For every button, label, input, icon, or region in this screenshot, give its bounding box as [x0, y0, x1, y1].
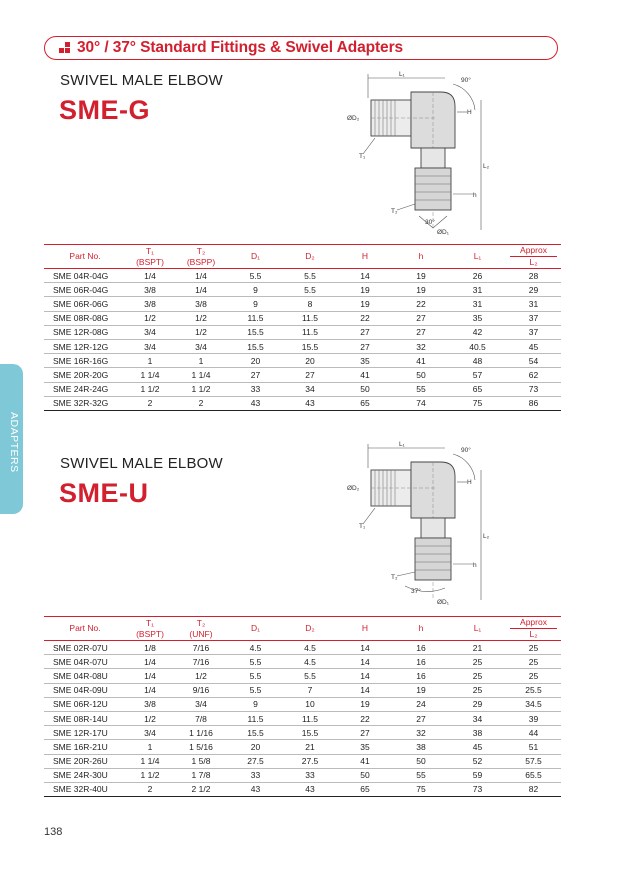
table-cell: 15.5	[228, 339, 283, 353]
table-cell: 19	[393, 269, 449, 283]
table-cell: 26	[449, 269, 506, 283]
table-cell: 32	[393, 726, 449, 740]
table-cell: 27	[228, 368, 283, 382]
table-cell: 41	[393, 354, 449, 368]
table-cell: 19	[393, 283, 449, 297]
table-cell: 9	[228, 283, 283, 297]
table-cell: 21	[449, 641, 506, 655]
table-cell: 20	[283, 354, 337, 368]
table-cell: 43	[283, 396, 337, 410]
table-cell: 37	[506, 311, 561, 325]
table-cell: 48	[449, 354, 506, 368]
col-part: Part No.	[44, 617, 126, 641]
table-cell: 14	[337, 269, 393, 283]
table-cell: 27	[283, 368, 337, 382]
table-cell: 4.5	[283, 641, 337, 655]
table-cell: 9	[228, 297, 283, 311]
table-cell: 29	[449, 697, 506, 711]
table-cell: 5.5	[228, 269, 283, 283]
col-t1: T₁ (BSPT)	[126, 245, 174, 269]
table-cell: 41	[337, 368, 393, 382]
col-t1: T₁ (BSPT)	[126, 617, 174, 641]
table-row	[44, 382, 561, 396]
part-number-cell: SME 24R-24G	[44, 382, 126, 396]
dim-t1: T₁	[359, 153, 366, 160]
table-cell: 11.5	[283, 311, 337, 325]
table-cell: 50	[393, 368, 449, 382]
table-row	[44, 782, 561, 796]
table-cell: 43	[228, 396, 283, 410]
table-cell: 43	[228, 782, 283, 796]
table-cell: 1/4	[126, 669, 174, 683]
table-cell: 9/16	[174, 683, 228, 697]
table-cell: 41	[337, 754, 393, 768]
part-number-cell: SME 08R-08G	[44, 311, 126, 325]
table-cell: 25	[449, 669, 506, 683]
table-cell: 1/4	[174, 283, 228, 297]
table-cell: 65	[449, 382, 506, 396]
table-cell: 65	[337, 396, 393, 410]
table-cell: 1 1/2	[126, 382, 174, 396]
section-1-code: SME-G	[59, 95, 151, 125]
dim-l1: L₁	[399, 441, 405, 448]
page-number: 138	[44, 826, 63, 838]
table-cell: 75	[393, 782, 449, 796]
dim-angle: 90°	[461, 77, 471, 84]
table-row	[44, 754, 561, 768]
dim-t1: T₁	[359, 523, 366, 530]
table-row	[44, 396, 561, 410]
table-cell: 27	[393, 311, 449, 325]
part-number-cell: SME 12R-08G	[44, 325, 126, 339]
table-cell: 14	[337, 655, 393, 669]
table-cell: 1 5/8	[174, 754, 228, 768]
col-d1: D₁	[228, 617, 283, 641]
table-cell: 24	[393, 697, 449, 711]
part-number-cell: SME 04R-07U	[44, 655, 126, 669]
col-d2: D₂	[283, 617, 337, 641]
dim-h-lower: h	[473, 192, 477, 199]
part-number-cell: SME 20R-26U	[44, 754, 126, 768]
col-l2: Approx L₂	[506, 617, 561, 641]
table-cell: 27.5	[228, 754, 283, 768]
part-number-cell: SME 32R-32G	[44, 396, 126, 410]
squares-icon	[59, 42, 71, 54]
table-cell: 5.5	[228, 683, 283, 697]
table-cell: 7	[283, 683, 337, 697]
table-cell: 1 1/4	[126, 368, 174, 382]
table-cell: 5.5	[283, 669, 337, 683]
col-l1: L₁	[449, 617, 506, 641]
table-cell: 1 1/2	[126, 768, 174, 782]
table-cell: 55	[393, 768, 449, 782]
table-cell: 31	[506, 297, 561, 311]
table-cell: 35	[449, 311, 506, 325]
table-cell: 35	[337, 354, 393, 368]
table-cell: 57	[449, 368, 506, 382]
table-cell: 45	[449, 740, 506, 754]
table-cell: 14	[337, 683, 393, 697]
table-cell: 22	[393, 297, 449, 311]
table-cell: 3/4	[174, 697, 228, 711]
table-cell: 33	[283, 768, 337, 782]
table-cell: 25	[449, 683, 506, 697]
table-cell: 16	[393, 655, 449, 669]
table-cell: 27.5	[283, 754, 337, 768]
table-cell: 14	[337, 641, 393, 655]
table-row	[44, 368, 561, 382]
dim-h-lower: h	[473, 562, 477, 569]
col-t2: T₂ (UNF)	[174, 617, 228, 641]
table-cell: 16	[393, 669, 449, 683]
table-cell: 1/4	[126, 655, 174, 669]
table-cell: 15.5	[228, 325, 283, 339]
table-row	[44, 669, 561, 683]
table-row	[44, 339, 561, 353]
table-cell: 4.5	[228, 641, 283, 655]
table-cell: 5.5	[228, 669, 283, 683]
table-row	[44, 283, 561, 297]
table-cell: 27	[337, 726, 393, 740]
table-cell: 3/4	[174, 339, 228, 353]
table-header-row	[44, 617, 561, 641]
dim-cone: 30°	[425, 219, 435, 226]
table-cell: 40.5	[449, 339, 506, 353]
table-cell: 7/16	[174, 641, 228, 655]
table-cell: 1/2	[174, 325, 228, 339]
section-2-drawing	[335, 440, 515, 608]
table-cell: 5.5	[228, 655, 283, 669]
table-cell: 3/8	[126, 297, 174, 311]
table-cell: 75	[449, 396, 506, 410]
dim-l1: L₁	[399, 71, 405, 78]
table-cell: 22	[337, 711, 393, 725]
part-number-cell: SME 06R-06G	[44, 297, 126, 311]
table-cell: 35	[337, 740, 393, 754]
table-cell: 55	[393, 382, 449, 396]
table-cell: 43	[283, 782, 337, 796]
table-cell: 5.5	[283, 269, 337, 283]
section-2-table	[44, 616, 561, 797]
table-cell: 34	[283, 382, 337, 396]
dim-l2: L₂	[483, 163, 490, 170]
table-cell: 45	[506, 339, 561, 353]
part-number-cell: SME 12R-12G	[44, 339, 126, 353]
table-cell: 73	[449, 782, 506, 796]
table-cell: 1/2	[174, 669, 228, 683]
table-cell: 11.5	[228, 711, 283, 725]
table-cell: 3/4	[126, 325, 174, 339]
table-cell: 39	[506, 711, 561, 725]
table-cell: 31	[449, 297, 506, 311]
side-tab-label: ADAPTERS	[8, 412, 20, 473]
col-d1: D₁	[228, 245, 283, 269]
table-cell: 33	[228, 382, 283, 396]
table-row	[44, 726, 561, 740]
table-cell: 15.5	[283, 726, 337, 740]
table-cell: 11.5	[228, 311, 283, 325]
table-cell: 1/2	[126, 711, 174, 725]
table-cell: 62	[506, 368, 561, 382]
dim-d2: ØD₂	[347, 115, 360, 122]
col-H: H	[337, 245, 393, 269]
col-l1: L₁	[449, 245, 506, 269]
table-cell: 1 1/16	[174, 726, 228, 740]
table-row	[44, 311, 561, 325]
dim-d2: ØD₂	[347, 485, 360, 492]
table-cell: 3/8	[126, 697, 174, 711]
table-header-row	[44, 245, 561, 269]
table-cell: 34	[449, 711, 506, 725]
table-cell: 28	[506, 269, 561, 283]
table-cell: 82	[506, 782, 561, 796]
part-number-cell: SME 06R-04G	[44, 283, 126, 297]
table-cell: 1	[126, 740, 174, 754]
table-row	[44, 297, 561, 311]
table-cell: 52	[449, 754, 506, 768]
table-row	[44, 697, 561, 711]
part-number-cell: SME 08R-14U	[44, 711, 126, 725]
table-cell: 11.5	[283, 325, 337, 339]
table-cell: 10	[283, 697, 337, 711]
part-number-cell: SME 06R-12U	[44, 697, 126, 711]
table-cell: 54	[506, 354, 561, 368]
table-cell: 7/16	[174, 655, 228, 669]
table-cell: 57.5	[506, 754, 561, 768]
table-cell: 73	[506, 382, 561, 396]
table-cell: 2	[126, 396, 174, 410]
part-number-cell: SME 16R-21U	[44, 740, 126, 754]
table-cell: 34.5	[506, 697, 561, 711]
col-d2: D₂	[283, 245, 337, 269]
table-cell: 32	[393, 339, 449, 353]
table-cell: 19	[337, 697, 393, 711]
table-cell: 3/4	[126, 339, 174, 353]
table-cell: 2	[174, 396, 228, 410]
table-cell: 27	[337, 339, 393, 353]
dim-t2: T₂	[391, 208, 398, 215]
table-cell: 51	[506, 740, 561, 754]
table-cell: 7/8	[174, 711, 228, 725]
table-cell: 25.5	[506, 683, 561, 697]
table-cell: 16	[393, 641, 449, 655]
table-row	[44, 354, 561, 368]
part-number-cell: SME 02R-07U	[44, 641, 126, 655]
col-H: H	[337, 617, 393, 641]
table-cell: 29	[506, 283, 561, 297]
table-cell: 1/4	[174, 269, 228, 283]
col-h: h	[393, 617, 449, 641]
table-row	[44, 683, 561, 697]
table-cell: 3/8	[174, 297, 228, 311]
table-cell: 27	[393, 711, 449, 725]
section-1-subtitle: SWIVEL MALE ELBOW	[60, 72, 223, 89]
header-title: 30° / 37° Standard Fittings & Swivel Adapters	[77, 39, 404, 56]
table-cell: 74	[393, 396, 449, 410]
table-cell: 3/4	[126, 726, 174, 740]
table-cell: 15.5	[228, 726, 283, 740]
table-cell: 1/4	[126, 269, 174, 283]
dim-h-upper: H	[467, 109, 472, 116]
table-cell: 15.5	[283, 339, 337, 353]
table-row	[44, 711, 561, 725]
dim-angle: 90°	[461, 447, 471, 454]
table-cell: 1 5/16	[174, 740, 228, 754]
section-1-table	[44, 244, 561, 411]
table-cell: 4.5	[283, 655, 337, 669]
part-number-cell: SME 04R-09U	[44, 683, 126, 697]
table-cell: 25	[506, 641, 561, 655]
table-cell: 20	[228, 354, 283, 368]
table-cell: 19	[337, 283, 393, 297]
table-cell: 50	[337, 768, 393, 782]
part-number-cell: SME 20R-20G	[44, 368, 126, 382]
col-t2: T₂ (BSPP)	[174, 245, 228, 269]
table-cell: 86	[506, 396, 561, 410]
table-cell: 1 1/4	[126, 754, 174, 768]
table-cell: 38	[393, 740, 449, 754]
table-cell: 25	[506, 655, 561, 669]
table-cell: 14	[337, 669, 393, 683]
table-cell: 19	[393, 683, 449, 697]
part-number-cell: SME 04R-08U	[44, 669, 126, 683]
table-cell: 27	[393, 325, 449, 339]
table-cell: 65.5	[506, 768, 561, 782]
table-cell: 21	[283, 740, 337, 754]
table-row	[44, 325, 561, 339]
table-row	[44, 768, 561, 782]
table-cell: 9	[228, 697, 283, 711]
table-cell: 2	[126, 782, 174, 796]
table-cell: 1	[174, 354, 228, 368]
part-number-cell: SME 04R-04G	[44, 269, 126, 283]
dim-d1: ØD₁	[437, 229, 449, 236]
table-cell: 65	[337, 782, 393, 796]
dim-cone: 37°	[411, 588, 421, 595]
part-number-cell: SME 32R-40U	[44, 782, 126, 796]
table-cell: 1 1/4	[174, 368, 228, 382]
table-row	[44, 641, 561, 655]
table-row	[44, 269, 561, 283]
table-cell: 33	[228, 768, 283, 782]
table-cell: 1/4	[126, 683, 174, 697]
table-cell: 2 1/2	[174, 782, 228, 796]
table-cell: 1	[126, 354, 174, 368]
section-2-code: SME-U	[59, 478, 149, 508]
table-cell: 22	[337, 311, 393, 325]
section-header	[44, 36, 558, 60]
table-cell: 1/2	[174, 311, 228, 325]
part-number-cell: SME 12R-17U	[44, 726, 126, 740]
table-cell: 44	[506, 726, 561, 740]
table-row	[44, 655, 561, 669]
part-number-cell: SME 24R-30U	[44, 768, 126, 782]
table-cell: 8	[283, 297, 337, 311]
table-cell: 20	[228, 740, 283, 754]
table-cell: 42	[449, 325, 506, 339]
col-part: Part No.	[44, 245, 126, 269]
col-h: h	[393, 245, 449, 269]
table-cell: 1 7/8	[174, 768, 228, 782]
dim-d1: ØD₁	[437, 599, 449, 606]
table-cell: 50	[337, 382, 393, 396]
table-cell: 1 1/2	[174, 382, 228, 396]
table-cell: 31	[449, 283, 506, 297]
table-cell: 1/8	[126, 641, 174, 655]
dim-l2: L₂	[483, 533, 490, 540]
table-cell: 3/8	[126, 283, 174, 297]
section-2-subtitle: SWIVEL MALE ELBOW	[60, 455, 223, 472]
table-row	[44, 740, 561, 754]
col-l2: Approx L₂	[506, 245, 561, 269]
table-cell: 27	[337, 325, 393, 339]
table-cell: 59	[449, 768, 506, 782]
table-cell: 50	[393, 754, 449, 768]
table-cell: 37	[506, 325, 561, 339]
table-cell: 11.5	[283, 711, 337, 725]
table-cell: 38	[449, 726, 506, 740]
table-cell: 19	[337, 297, 393, 311]
section-1-drawing	[335, 70, 515, 238]
dim-h-upper: H	[467, 479, 472, 486]
dim-t2: T₂	[391, 574, 398, 581]
table-cell: 25	[506, 669, 561, 683]
part-number-cell: SME 16R-16G	[44, 354, 126, 368]
table-cell: 1/2	[126, 311, 174, 325]
table-cell: 25	[449, 655, 506, 669]
table-cell: 5.5	[283, 283, 337, 297]
